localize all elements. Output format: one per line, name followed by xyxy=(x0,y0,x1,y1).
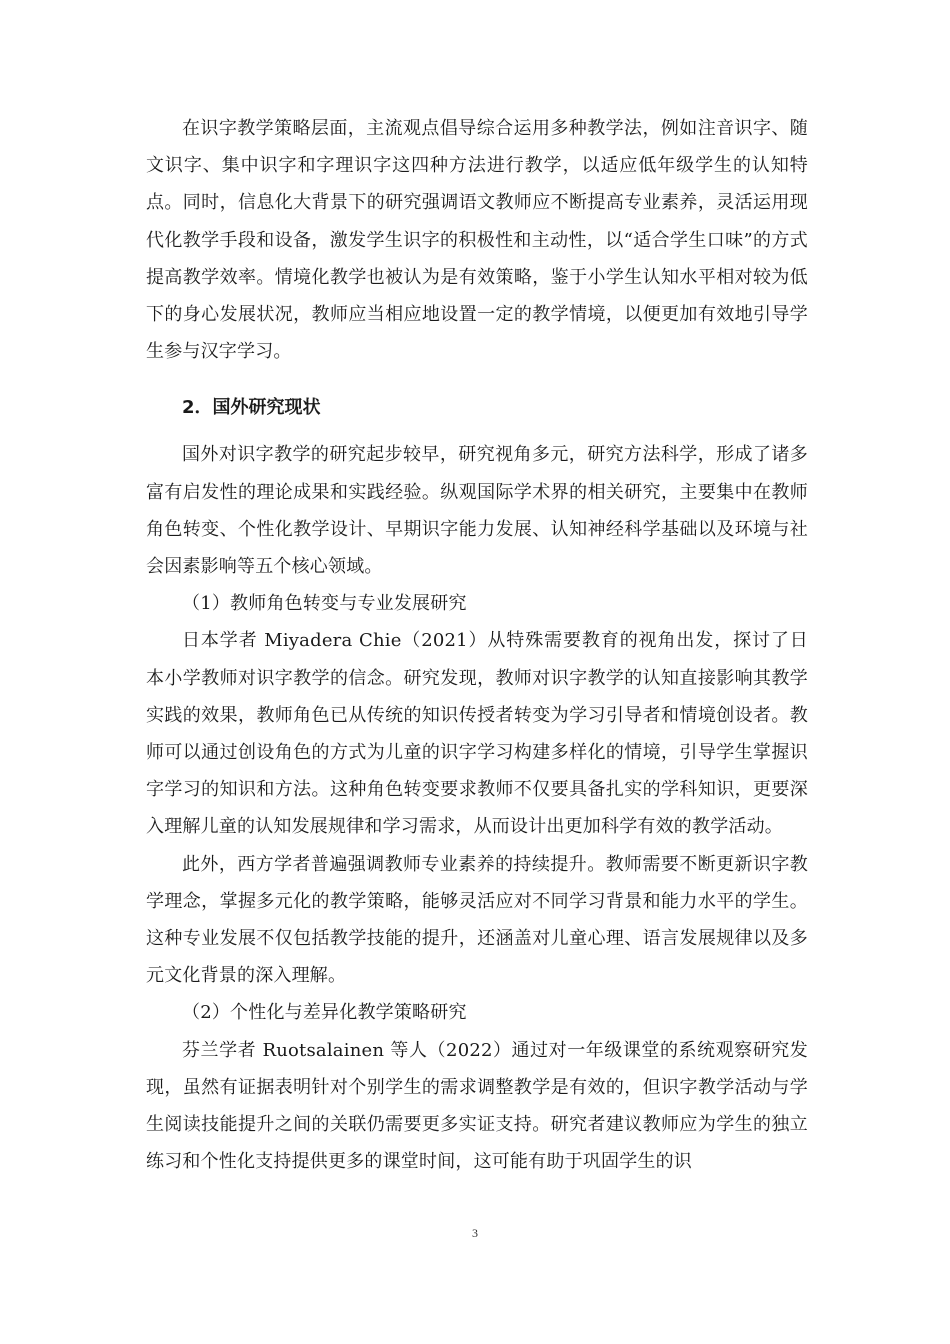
paragraph-ruotsalainen-study: 芬兰学者 Ruotsalainen 等人（2022）通过对一年级课堂的系统观察研究发现，虽然有证据表明针对个别学生的需求调整教学是有效的，但识字教学活动与学生阅读技能提升之间的关联仍需要更多实证支持。研究者建议教师应为学生的独立练习和个性化支持提供更多的课堂时间，这可能有助于巩固学生的识 xyxy=(146,1039,808,1173)
section-heading-foreign-research: 2．国外研究现状 xyxy=(182,397,321,419)
paragraph-miyadera-study: 日本学者 Miyadera Chie（2021）从特殊需要教育的视角出发，探讨了日本小学教师对识字教学的信念。研究发现，教师对识字教学的认知直接影响其教学实践的效果，教师角色已从传统的知识传授者转变为学习引导者和情境创设者。教师可以通过创设角色的方式为儿童的识字学习构建多样化的情境，引导学生掌握识字学习的知识和方法。这种角色转变要求教师不仅要具备扎实的学科知识，更要深入理解儿童的认知发展规律和学习需求，从而设计出更加科学有效的教学活动。 xyxy=(146,630,808,838)
subheading-teacher-role: （1）教师角色转变与专业发展研究 xyxy=(182,593,467,615)
subheading-personalized-teaching: （2）个性化与差异化教学策略研究 xyxy=(182,1002,467,1024)
body-text xyxy=(146,110,808,1180)
paragraph-foreign-overview: 国外对识字教学的研究起步较早，研究视角多元，研究方法科学，形成了诸多富有启发性的理论成果和实践经验。纵观国际学术界的相关研究，主要集中在教师角色转变、个性化教学设计、早期识字能力发展、认知神经科学基础以及环境与社会因素影响等五个核心领域。 xyxy=(146,444,808,578)
page-number: 3 xyxy=(472,1226,478,1240)
paragraph-literacy-strategy: 在识字教学策略层面，主流观点倡导综合运用多种教学法，例如注音识字、随文识字、集中识字和字理识字这四种方法进行教学，以适应低年级学生的认知特点。同时，信息化大背景下的研究强调语文教师应不断提高专业素养，灵活运用现代化教学手段和设备，激发学生识字的积极性和主动性，以“适合学生口味”的方式提高教学效率。情境化教学也被认为是有效策略，鉴于小学生认知水平相对较为低下的身心发展状况，教师应当相应地设置一定的教学情境，以便更加有效地引导学生参与汉字学习。 xyxy=(146,118,808,363)
paragraph-professional-development: 此外，西方学者普遍强调教师专业素养的持续提升。教师需要不断更新识字教学理念，掌握多元化的教学策略，能够灵活应对不同学习背景和能力水平的学生。这种专业发展不仅包括教学技能的提升，还涵盖对儿童心理、语言发展规律以及多元文化背景的深入理解。 xyxy=(146,853,808,987)
